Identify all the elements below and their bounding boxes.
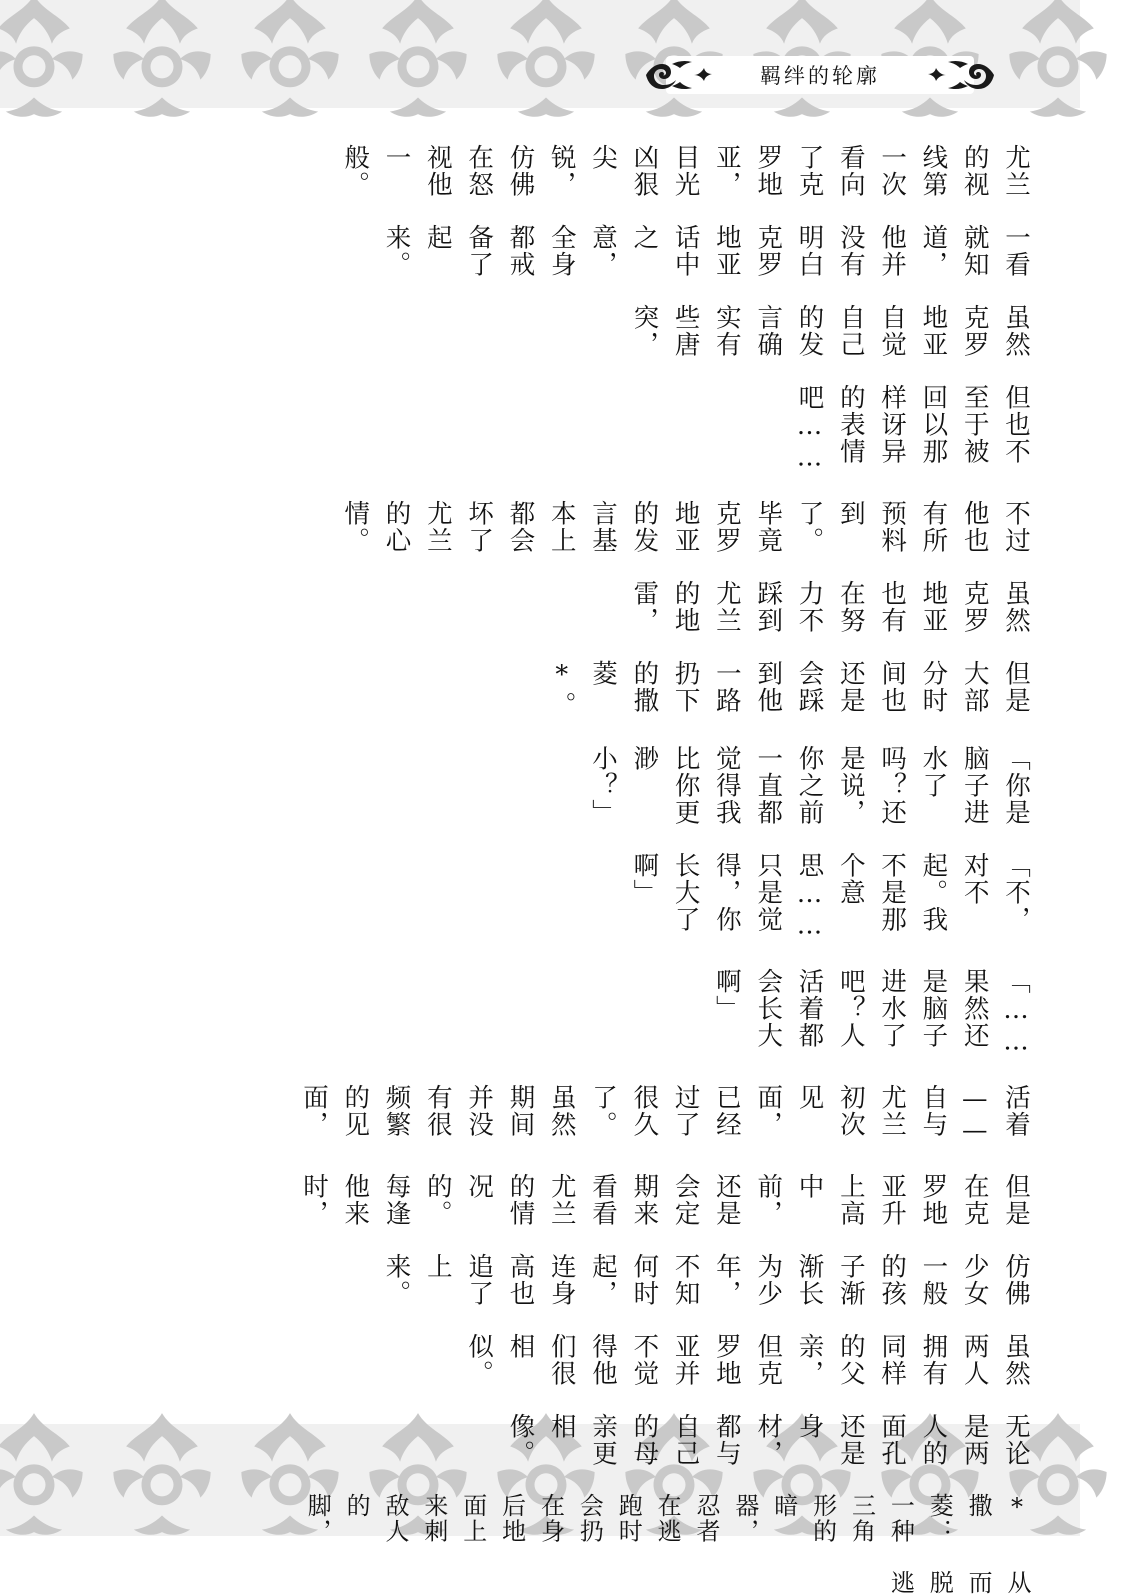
dialogue-line: 「……果然还是脑子进水了吧？人活着都会长大啊」 [44, 942, 1036, 1058]
paragraph: 但也不至于被回以那样讶异的表情吧…… [44, 358, 1036, 474]
paragraph: 仿佛少女一般的孩子渐渐长为少年，不知何时起，连身高也追了上来。 [44, 1227, 1036, 1307]
damask-motif [482, 0, 610, 118]
damask-motif [354, 0, 482, 118]
page-body [44, 118, 1036, 1418]
damask-motif [226, 0, 354, 118]
paragraph: 尤兰的视线第一次看向了克罗地亚，目光凶狠尖锐，仿佛在怒视他一般。 [44, 118, 1036, 198]
footnote-continuation: 从而脱逃 [44, 1544, 1036, 1595]
paragraph: 活着——自与尤兰初次见面，已经过了很久了。虽然期间并没有很频繁的见面， [44, 1058, 1036, 1147]
swirl-ornament-icon [644, 58, 714, 92]
vertical-text-column [44, 118, 1036, 1418]
paragraph: 但是大部分时间也还是会踩到他一路扔下的撒菱*。 [44, 634, 1036, 719]
paragraph: 但是在克罗地亚升上高中前，还是会定期来看看尤兰的情况的。每逢他来时， [44, 1147, 1036, 1227]
damask-motif [0, 0, 98, 118]
footnote: *撒菱：一种三角形的暗器，忍者在逃跑时会扔在身后地面上来刺敌人的脚， [44, 1467, 1036, 1544]
dialogue-line: 「不，对不起。我不是那个意思……只是觉得，你长大了啊」 [44, 826, 1036, 942]
dialogue-line: 「你是脑子进水了吗？还是说，你之前一直都觉得我比你更渺小？」 [44, 719, 1036, 826]
paragraph: 虽然克罗地亚自觉自己的发言确实有些唐突， [44, 278, 1036, 358]
damask-motif [994, 0, 1122, 118]
page-title: 羁绊的轮廓 [760, 60, 880, 90]
paragraph: 虽然两人拥有同样的父亲，但克罗地亚并不觉得他们很相似。 [44, 1307, 1036, 1387]
paragraph: 虽然克罗地亚也有在努力不踩到尤兰的地雷， [44, 554, 1036, 634]
paragraph: 一看就知道，他并没有明白克罗地亚话中之意，全身都戒备了起来。 [44, 198, 1036, 278]
swirl-ornament-icon [926, 58, 996, 92]
paragraph: 无论是两人的面孔还是身材，都与自己的母亲更相像。 [44, 1387, 1036, 1467]
paragraph: 不过他也有所预料到了。毕竟克罗地亚的发言基本上都会坏了尤兰的心情。 [44, 474, 1036, 554]
damask-motif [98, 0, 226, 118]
chapter-header [644, 52, 996, 98]
